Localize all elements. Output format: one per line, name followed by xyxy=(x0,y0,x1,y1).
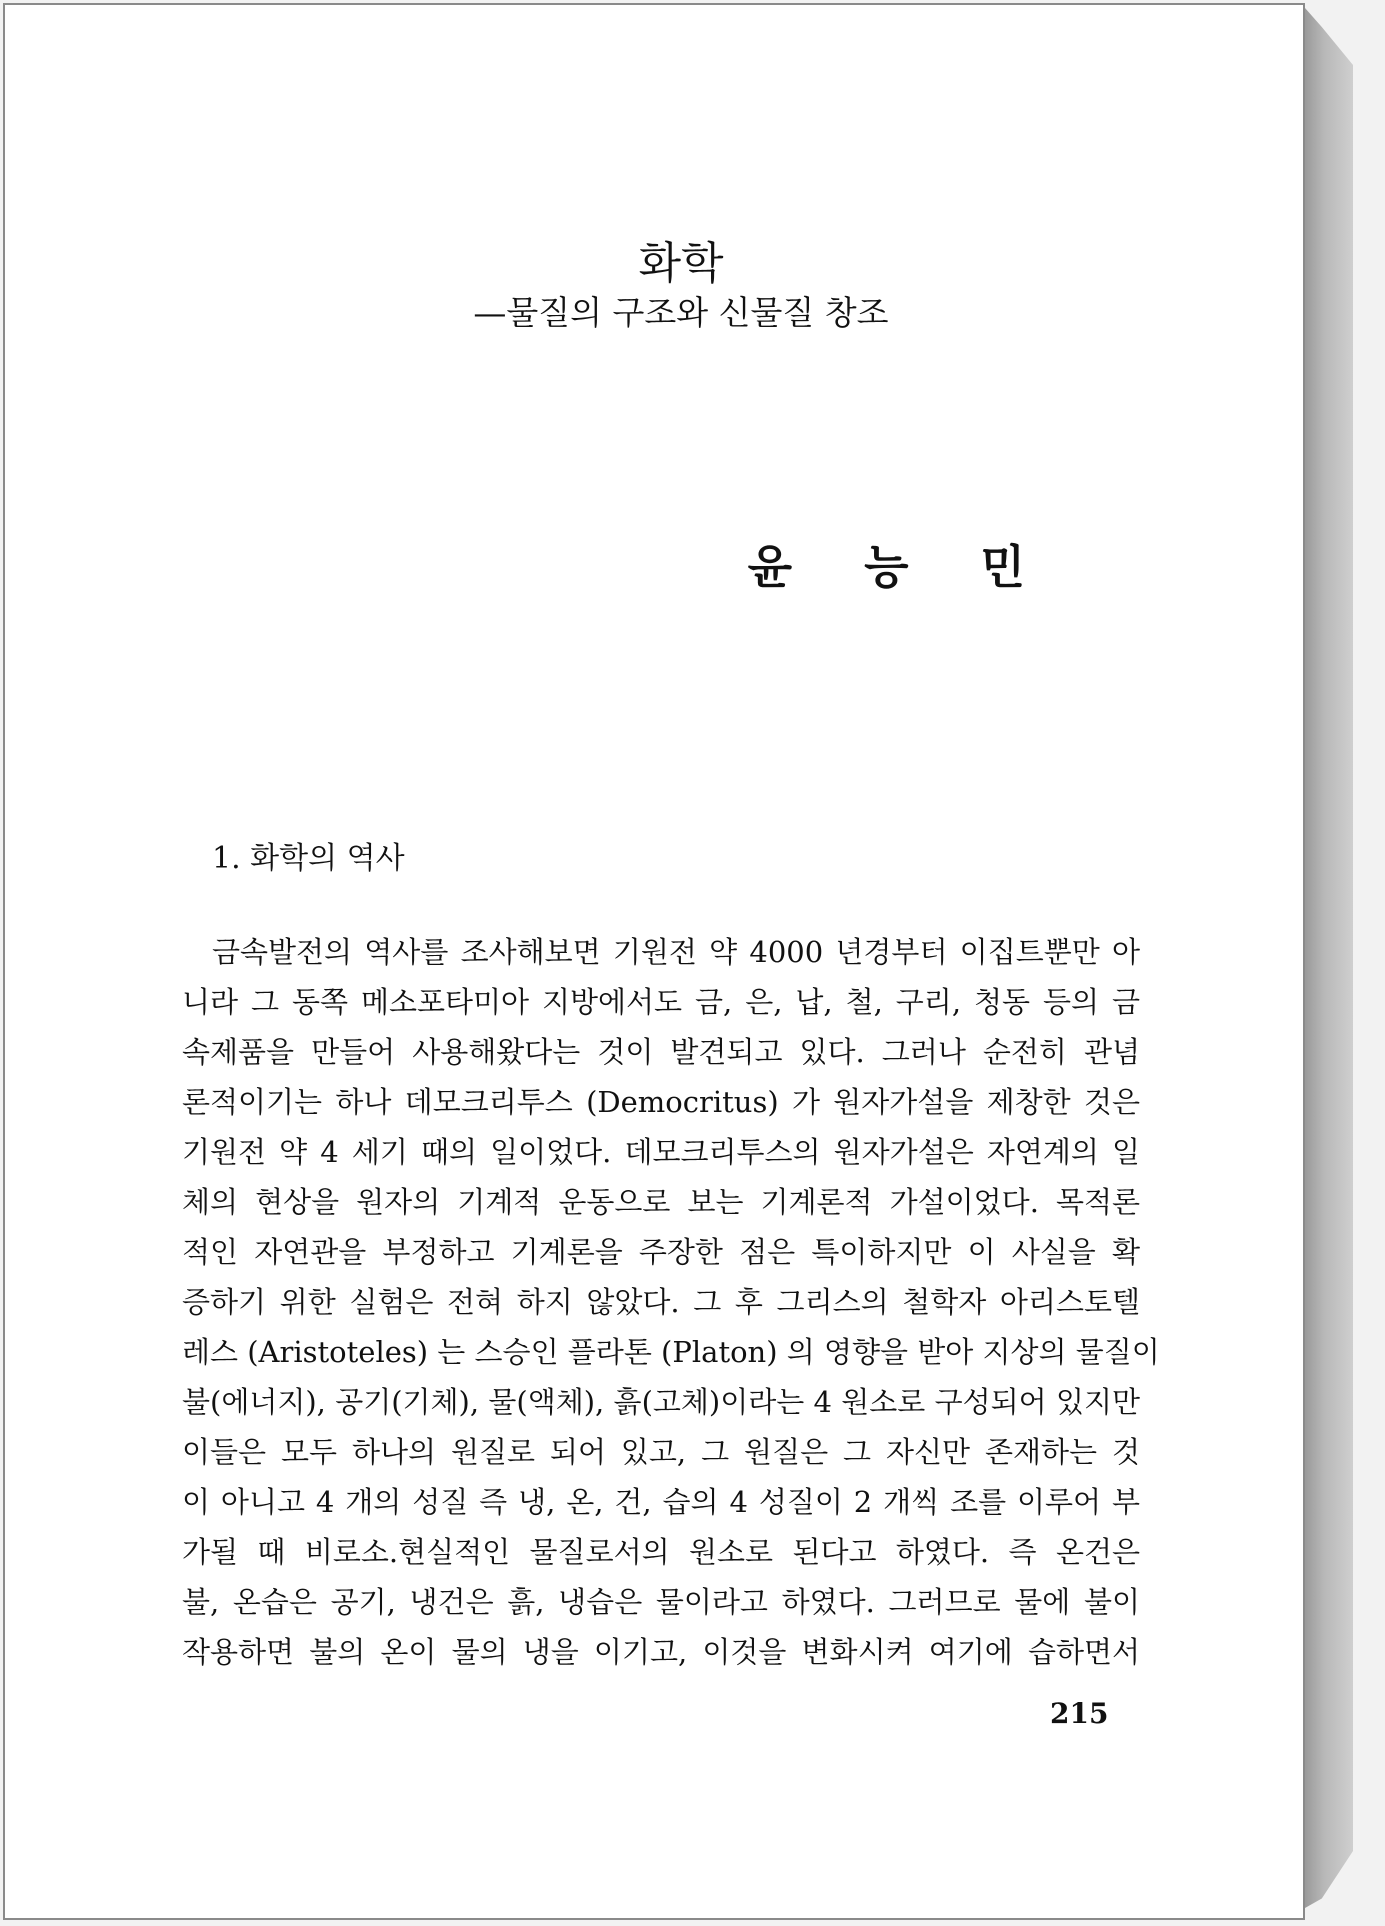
article-subtitle: —물질의 구조와 신물질 창조 xyxy=(473,293,889,332)
book-spine-edge xyxy=(1305,8,1353,1908)
body-line: 가될 때 비로소.현실적인 물질로서의 원소로 된다고 하였다. 즉 온건은 xyxy=(182,1535,1140,1569)
body-line: 체의 현상을 원자의 기계적 운동으로 보는 기계론적 가설이었다. 목적론 xyxy=(182,1185,1140,1219)
section-heading: 1. 화학의 역사 xyxy=(212,841,405,876)
page-number: 215 xyxy=(1050,1697,1109,1730)
body-line: 이 아니고 4 개의 성질 즉 냉, 온, 건, 습의 4 성질이 2 개씩 조를 이루어 부 xyxy=(182,1485,1140,1519)
body-line: 적인 자연관을 부정하고 기계론을 주장한 점은 특이하지만 이 사실을 확 xyxy=(182,1235,1140,1269)
author-name: 윤 능 민 xyxy=(747,540,1053,594)
body-line: 작용하면 불의 온이 물의 냉을 이기고, 이것을 변화시켜 여기에 습하면서 xyxy=(182,1635,1140,1669)
body-line: 기원전 약 4 세기 때의 일이었다. 데모크리투스의 원자가설은 자연계의 일 xyxy=(182,1135,1140,1169)
body-line: 레스 (Aristoteles) 는 스승인 플라톤 (Platon) 의 영향을 받아 지상의 물질이 xyxy=(182,1335,1160,1369)
body-text xyxy=(182,927,1160,1677)
body-line: 불, 온습은 공기, 냉건은 흙, 냉습은 물이라고 하였다. 그러므로 물에 불이 xyxy=(182,1585,1140,1619)
body-line: 금속발전의 역사를 조사해보면 기원전 약 4000 년경부터 이집트뿐만 아 xyxy=(212,935,1140,969)
book-page xyxy=(3,3,1305,1920)
body-line: 니라 그 동쪽 메소포타미아 지방에서도 금, 은, 납, 철, 구리, 청동 등의 금 xyxy=(182,985,1140,1019)
body-line: 이들은 모두 하나의 원질로 되어 있고, 그 원질은 그 자신만 존재하는 것 xyxy=(182,1435,1140,1469)
article-title: 화학 xyxy=(638,238,724,289)
body-line: 속제품을 만들어 사용해왔다는 것이 발견되고 있다. 그러나 순전히 관념 xyxy=(182,1035,1140,1069)
body-line: 증하기 위한 실험은 전혀 하지 않았다. 그 후 그리스의 철학자 아리스토텔 xyxy=(182,1285,1140,1319)
body-line: 불(에너지), 공기(기체), 물(액체), 흙(고체)이라는 4 원소로 구성되어 있지만 xyxy=(182,1385,1140,1419)
body-line: 론적이기는 하나 데모크리투스 (Democritus) 가 원자가설을 제창한 것은 xyxy=(182,1085,1140,1119)
